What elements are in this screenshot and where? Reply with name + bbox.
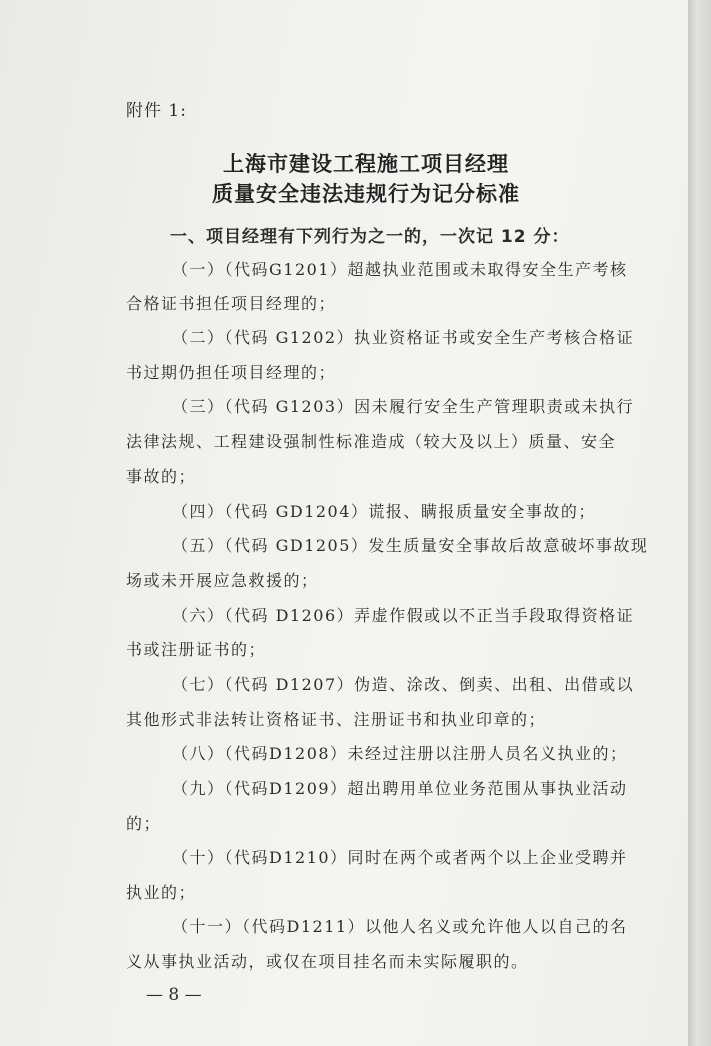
item-3-line-1: （三）（代码 G1203）因未履行安全生产管理职责或未执行 (172, 397, 635, 416)
item-6-line-1: （六）（代码 D1206）弄虚作假或以不正当手段取得资格证 (172, 606, 635, 625)
item-3-line-3: 事故的； (126, 467, 197, 486)
item-10-line-1: （十）（代码D1210）同时在两个或者两个以上企业受聘并 (172, 848, 628, 867)
page-edge (688, 0, 711, 1046)
item-9-line-1: （九）（代码D1209）超出聘用单位业务范围从事执业活动 (172, 779, 628, 798)
item-8-line-1: （八）（代码D1208）未经过注册以注册人员名义执业的； (172, 744, 628, 763)
item-7-line-2: 其他形式非法转让资格证书、注册证书和执业印章的； (126, 710, 547, 729)
title-line-1: 上海市建设工程施工项目经理 (223, 152, 509, 176)
item-3-line-2: 法律法规、工程建设强制性标准造成（较大及以上）质量、安全 (126, 432, 617, 451)
item-11-line-2: 义从事执业活动，或仅在项目挂名而未实际履职的。 (126, 952, 529, 971)
item-9-line-2: 的； (126, 814, 162, 833)
title-line-2: 质量安全违法违规行为记分标准 (212, 182, 520, 206)
item-4-line-1: （四）（代码 GD1204）谎报、瞒报质量安全事故的； (172, 502, 596, 521)
item-1-line-1: （一）（代码G1201）超越执业范围或未取得安全生产考核 (172, 260, 628, 279)
item-5-line-2: 场或未开展应急救援的； (126, 571, 319, 590)
item-5-line-1: （五）（代码 GD1205）发生质量安全事故后故意破坏事故现 (172, 536, 649, 555)
item-10-line-2: 执业的； (126, 883, 197, 902)
item-2-line-2: 书过期仍担任项目经理的； (126, 363, 337, 382)
item-6-line-2: 书或注册证书的； (126, 640, 267, 659)
section-heading: 一、项目经理有下列行为之一的，一次记 12 分： (170, 227, 570, 247)
page-number: — 8 — (146, 985, 202, 1005)
item-11-line-1: （十一）（代码D1211）以他人名义或允许他人以自己的名 (172, 917, 628, 936)
item-1-line-2: 合格证书担任项目经理的； (126, 294, 337, 313)
item-7-line-1: （七）（代码 D1207）伪造、涂改、倒卖、出租、出借或以 (172, 675, 635, 694)
item-2-line-1: （二）（代码 G1202）执业资格证书或安全生产考核合格证 (172, 328, 635, 347)
attachment-label: 附件 1: (126, 101, 187, 121)
